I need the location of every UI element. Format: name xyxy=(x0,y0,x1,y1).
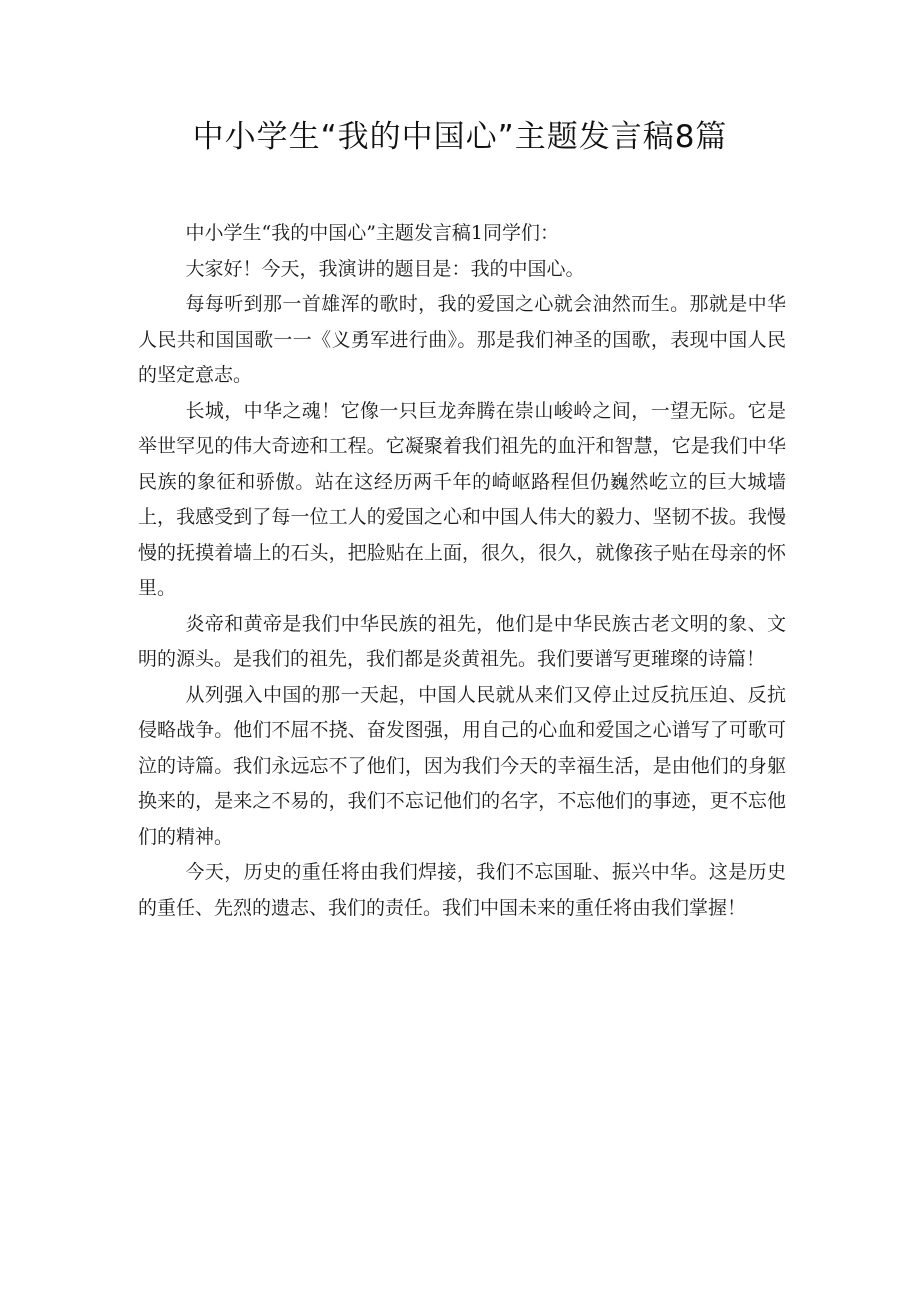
paragraph-history: 从列强入中国的那一天起，中国人民就从来们又停止过反抗压迫、反抗侵略战争。他们不屈不挠、奋发图强，用自己的心血和爱国之心谱写了可歌可泣的诗篇。我们永远忘不了他们，因为我们今天的幸福生活，是由他们的身躯换来的，是来之不易的，我们不忘记他们的名字，不忘他们的事迹，更不忘他们的精神。 xyxy=(138,683,786,848)
paragraph-ancestors: 炎帝和黄帝是我们中华民族的祖先，他们是中华民族古老文明的象、文明的源头。是我们的祖先，我们都是炎黄祖先。我们要谱写更璀璨的诗篇！ xyxy=(138,612,786,670)
paragraph-responsibility: 今天，历史的重任将由我们焊接，我们不忘国耻、振兴中华。这是历史的重任、先烈的遗志、我们的责任。我们中国未来的重任将由我们掌握！ xyxy=(138,861,786,919)
document-body xyxy=(138,216,786,926)
paragraph-anthem: 每每听到那一首雄浑的歌时，我的爱国之心就会油然而生。那就是中华人民共和国国歌一一《义勇军进行曲》。那是我们神圣的国歌，表现中国人民的坚定意志。 xyxy=(138,293,786,386)
paragraph-great-wall: 长城，中华之魂！它像一只巨龙奔腾在崇山峻岭之间，一望无际。它是举世罕见的伟大奇迹和工程。它凝聚着我们祖先的血汗和智慧，它是我们中华民族的象征和骄傲。站在这经历两千年的崎岖路程但仍巍然屹立的巨大城墙上，我感受到了每一位工人的爱国之心和中国人伟大的毅力、坚韧不拔。我慢慢的抚摸着墙上的石头，把脸贴在上面，很久，很久，就像孩子贴在母亲的怀里。 xyxy=(138,399,786,599)
paragraph-greeting: 中小学生“我的中国心”主题发言稿1同学们： xyxy=(185,222,560,244)
document-title: 中小学生“我的中国心”主题发言稿8篇 xyxy=(192,119,728,155)
paragraph-intro: 大家好！今天，我演讲的题目是：我的中国心。 xyxy=(185,257,585,280)
